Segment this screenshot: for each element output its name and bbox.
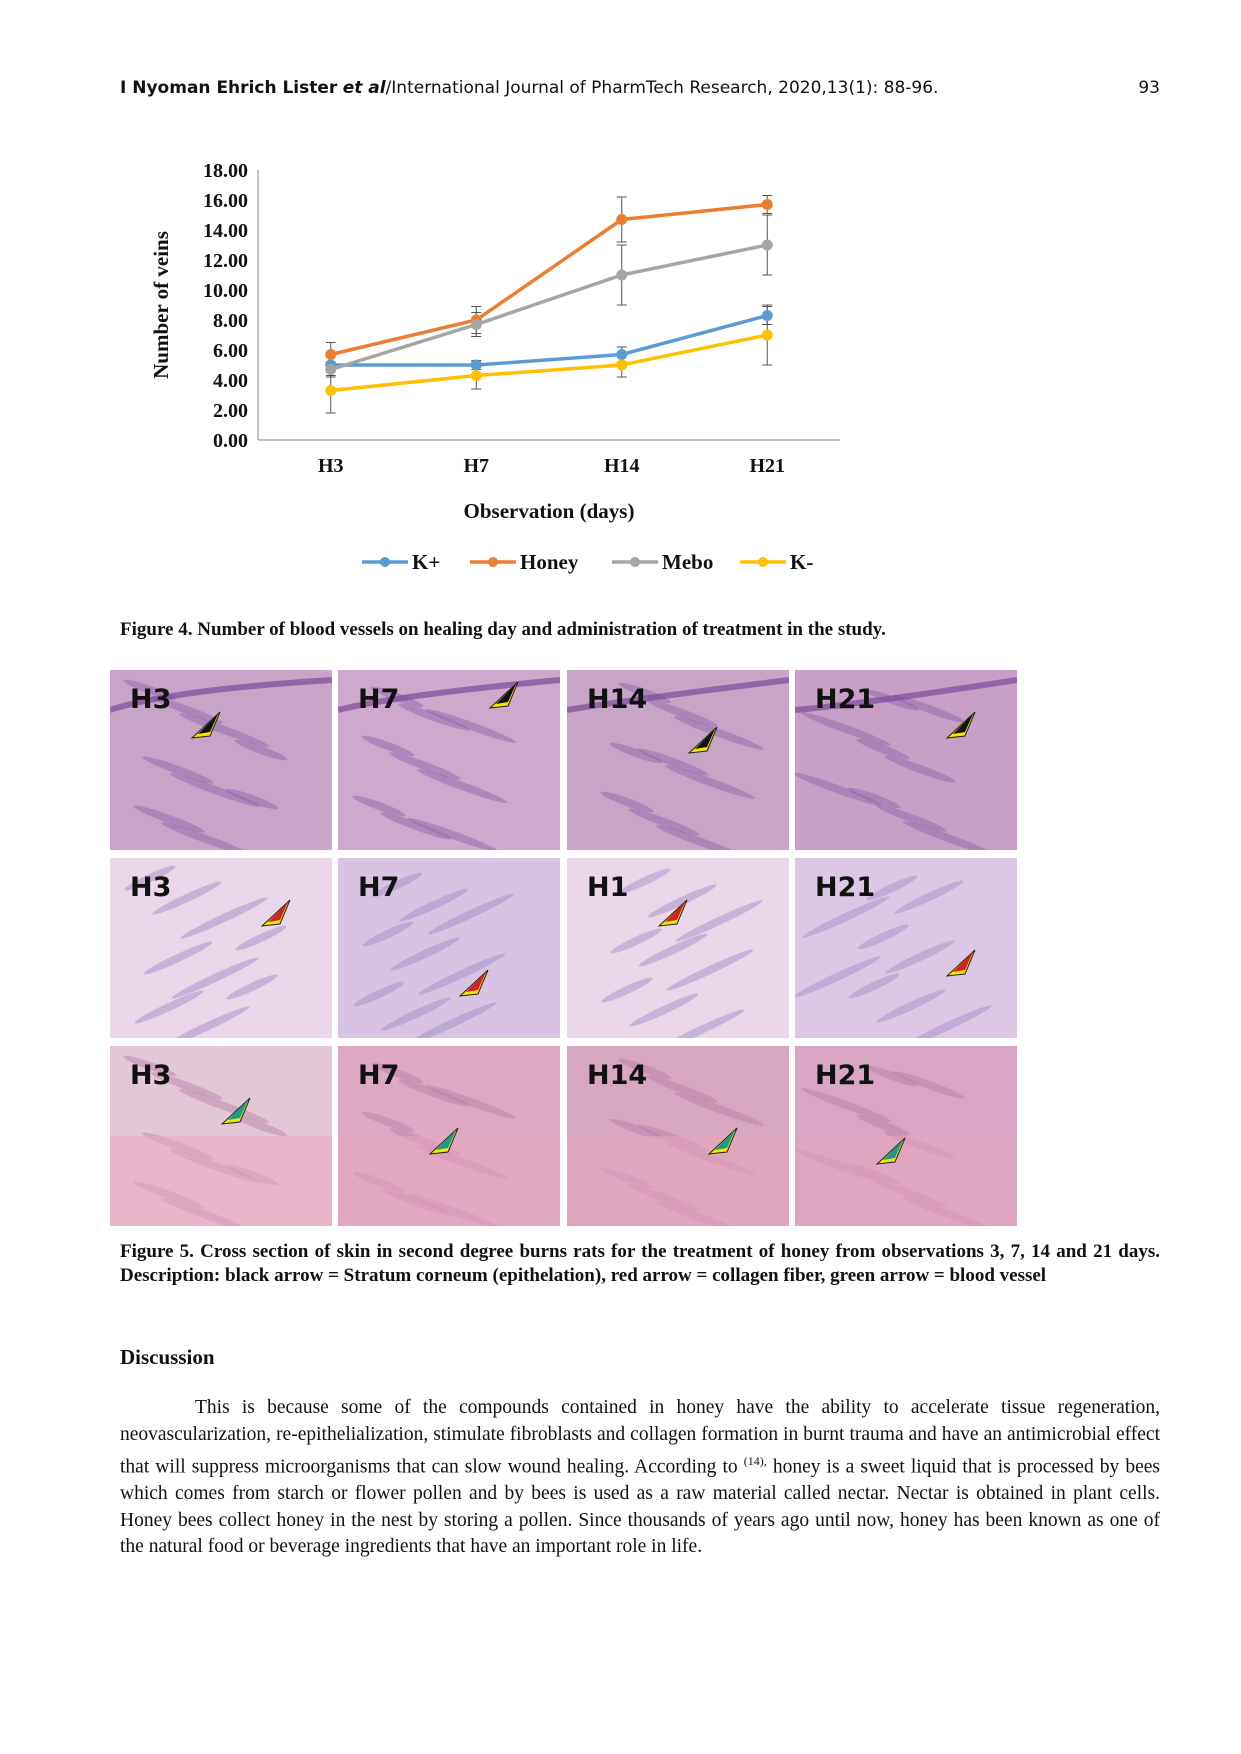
y-tick-label: 10.00: [203, 280, 248, 302]
data-point: [325, 364, 336, 375]
histology-panel: [110, 858, 332, 1038]
panel-day-label: H14: [587, 1060, 648, 1091]
discussion-title: Discussion: [120, 1345, 215, 1369]
panel-day-label: H14: [587, 684, 648, 715]
series-line: [331, 245, 768, 370]
legend-label: Honey: [520, 550, 579, 574]
y-tick-label: 0.00: [213, 430, 248, 452]
data-point: [471, 319, 482, 330]
data-point: [616, 360, 627, 371]
histology-panel: [795, 670, 1017, 850]
figure5-histology-grid: [110, 670, 1023, 1228]
data-point: [616, 349, 627, 360]
data-point: [616, 214, 627, 225]
y-tick-label: 14.00: [203, 220, 248, 242]
page-number: 93: [1138, 78, 1160, 98]
panel-day-label: H7: [358, 872, 400, 903]
legend-label: K+: [412, 550, 441, 574]
data-point: [471, 370, 482, 381]
data-point: [762, 330, 773, 341]
x-axis-label: Observation (days): [463, 499, 635, 523]
figure4-caption: Figure 4. Number of blood vessels on healing day and administration of treatment in the study.: [120, 619, 886, 640]
y-tick-label: 8.00: [213, 310, 248, 332]
header-journal: /International Journal of PharmTech Research, 2020,13(1): 88-96.: [385, 78, 939, 98]
histology-panel: [795, 858, 1017, 1038]
panel-day-label: H21: [815, 872, 876, 903]
panel-day-label: H7: [358, 1060, 400, 1091]
header-etal: et al: [342, 78, 386, 98]
histology-panel: [795, 1046, 1017, 1226]
discussion-text-2: honey is a sweet liquid that is processed by bees which comes from starch or flower pollen and by bees is used as a raw material called nectar. Nectar is obtained in plant cells. Honey bees collect honey in the nest by storing a pollen. Since thousands of years ago until now, honey has been known as one of the natural food or beverage ingredients that have an important role in life.: [120, 1456, 1161, 1557]
legend-swatch-marker: [380, 557, 390, 567]
legend-swatch-marker: [630, 557, 640, 567]
panel-day-label: H21: [815, 1060, 876, 1091]
y-tick-label: 12.00: [203, 250, 248, 272]
data-point: [325, 349, 336, 360]
data-point: [762, 310, 773, 321]
x-tick-label: H3: [317, 455, 344, 477]
header-author: I Nyoman Ehrich Lister: [120, 78, 338, 98]
legend-label: Mebo: [662, 550, 714, 574]
x-tick-label: H14: [603, 455, 640, 477]
histology-panel: [110, 1046, 332, 1226]
histology-panel: [110, 670, 332, 850]
x-tick-label: H7: [463, 455, 490, 477]
legend-swatch-marker: [488, 557, 498, 567]
y-axis-label: Number of veins: [149, 231, 173, 379]
y-tick-label: 6.00: [213, 340, 248, 362]
histology-panel: [567, 1046, 789, 1226]
histology-panel: [338, 1046, 560, 1226]
data-point: [325, 385, 336, 396]
y-tick-label: 16.00: [203, 190, 248, 212]
discussion-paragraph: [120, 1395, 1160, 1561]
histology-panel: [338, 858, 560, 1038]
data-point: [471, 360, 482, 371]
data-point: [762, 240, 773, 251]
data-point: [616, 270, 627, 281]
panel-day-label: H7: [358, 684, 400, 715]
blood-vessel-line-chart: [140, 150, 860, 590]
page-header: [120, 78, 1160, 98]
y-tick-label: 18.00: [203, 160, 248, 182]
y-tick-label: 4.00: [213, 370, 248, 392]
panel-day-label: H3: [130, 1060, 172, 1091]
panel-day-label: H3: [130, 684, 172, 715]
histology-panel: [567, 670, 789, 850]
panel-day-label: H3: [130, 872, 172, 903]
figure5-caption: Figure 5. Cross section of skin in second degree burns rats for the treatment of honey from observations 3, 7, 14 and 21 days. Description: black arrow = Stratum corneum (epithelation), red arrow = collagen fiber, green arrow = blood vessel: [120, 1241, 1160, 1286]
x-tick-label: H21: [749, 455, 786, 477]
data-point: [762, 199, 773, 210]
series-line: [331, 335, 768, 391]
y-tick-label: 2.00: [213, 400, 248, 422]
panel-day-label: H1: [587, 872, 629, 903]
legend-swatch-marker: [758, 557, 768, 567]
citation-ref: (14),: [743, 1454, 767, 1468]
histology-panel: [567, 858, 789, 1038]
legend-label: K-: [790, 550, 814, 574]
panel-day-label: H21: [815, 684, 876, 715]
discussion-text-1: This is because some of the compounds contained in honey have the ability to accelerate tissue regeneration, neovascularization, re-epithelialization, stimulate fibroblasts and collagen formation in burnt trauma and have an antimicrobial effect that will suppress microorganisms that can slow wound healing. According to: [120, 1397, 1160, 1478]
histology-panel: [338, 670, 560, 850]
